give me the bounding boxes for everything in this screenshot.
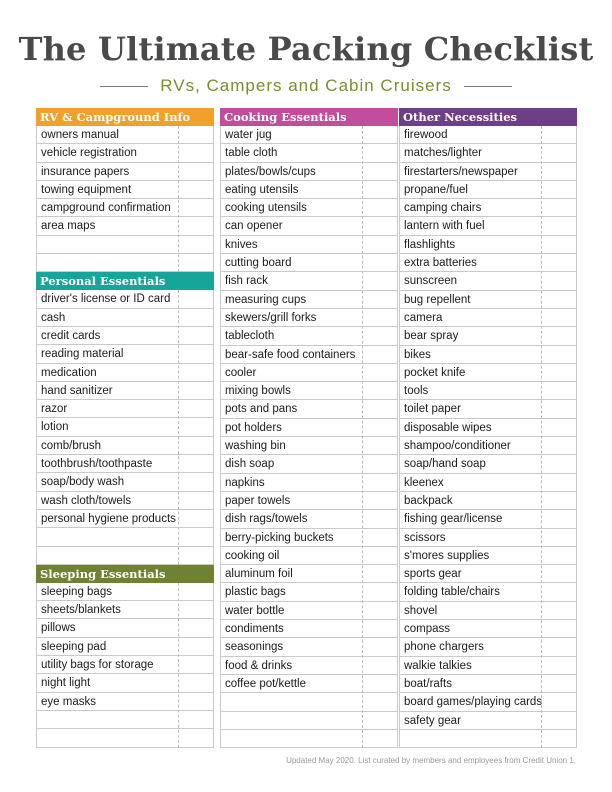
checklist-item[interactable]: firewood xyxy=(400,126,576,144)
checklist-item[interactable]: toilet paper xyxy=(400,400,576,418)
checklist-item[interactable]: condiments xyxy=(221,620,397,638)
checklist-item[interactable]: cutting board xyxy=(221,254,397,272)
checklist-item[interactable]: pots and pans xyxy=(221,400,397,418)
checklist-item[interactable] xyxy=(400,730,576,748)
checklist-item[interactable]: sports gear xyxy=(400,565,576,583)
section-header-rv: RV & Campground Info xyxy=(36,108,214,126)
checklist-item[interactable]: tools xyxy=(400,382,576,400)
checklist-column-left xyxy=(36,108,214,748)
checklist-item[interactable] xyxy=(37,528,213,546)
checklist-item[interactable]: compass xyxy=(400,620,576,638)
checklist-item[interactable]: food & drinks xyxy=(221,657,397,675)
checklist-item[interactable]: insurance papers xyxy=(37,163,213,181)
checklist-item[interactable]: propane/fuel xyxy=(400,181,576,199)
checklist-item[interactable]: seasonings xyxy=(221,638,397,656)
checklist-item[interactable]: wash cloth/towels xyxy=(37,492,213,510)
checklist-item[interactable]: plates/bowls/cups xyxy=(221,163,397,181)
checklist-item[interactable]: lantern with fuel xyxy=(400,217,576,235)
checklist-item[interactable] xyxy=(37,547,213,565)
checklist-item[interactable]: towing equipment xyxy=(37,181,213,199)
checklist-item[interactable]: fish rack xyxy=(221,272,397,290)
checklist-item[interactable]: matches/lighter xyxy=(400,144,576,162)
page-subtitle: RVs, Campers and Cabin Cruisers xyxy=(160,76,452,95)
checklist-item[interactable]: pocket knife xyxy=(400,364,576,382)
checklist-item[interactable]: shampoo/conditioner xyxy=(400,437,576,455)
checklist-item[interactable]: safety gear xyxy=(400,712,576,730)
checklist-item[interactable]: kleenex xyxy=(400,474,576,492)
checklist-item[interactable]: paper towels xyxy=(221,492,397,510)
checklist-item[interactable]: aluminum foil xyxy=(221,565,397,583)
checklist-item[interactable]: pillows xyxy=(37,619,213,637)
checklist-item[interactable]: board games/playing cards xyxy=(400,693,576,711)
checklist-item[interactable]: lotion xyxy=(37,418,213,436)
checklist-item[interactable]: eating utensils xyxy=(221,181,397,199)
checklist-item[interactable]: walkie talkies xyxy=(400,657,576,675)
section-list-rv xyxy=(36,126,214,272)
checklist-item[interactable]: plastic bags xyxy=(221,583,397,601)
checklist-item[interactable] xyxy=(37,236,213,254)
checklist-item[interactable]: table cloth xyxy=(221,144,397,162)
checklist-item[interactable]: medication xyxy=(37,364,213,382)
checklist-item[interactable]: can opener xyxy=(221,217,397,235)
checklist-item[interactable]: sunscreen xyxy=(400,272,576,290)
section-header-personal: Personal Essentials xyxy=(36,272,214,290)
checklist-item[interactable]: comb/brush xyxy=(37,437,213,455)
checklist-item[interactable]: s'mores supplies xyxy=(400,547,576,565)
checklist-item[interactable]: fishing gear/license xyxy=(400,510,576,528)
checklist-item[interactable]: sleeping bags xyxy=(37,583,213,601)
checklist-item[interactable]: skewers/grill forks xyxy=(221,309,397,327)
checklist-item[interactable]: cooking utensils xyxy=(221,199,397,217)
checklist-item[interactable]: backpack xyxy=(400,492,576,510)
checklist-item[interactable]: mixing bowls xyxy=(221,382,397,400)
checklist-item[interactable]: camping chairs xyxy=(400,199,576,217)
checklist-item[interactable]: coffee pot/kettle xyxy=(221,675,397,693)
checklist-item[interactable]: water bottle xyxy=(221,602,397,620)
checklist-item[interactable] xyxy=(221,730,397,748)
checklist-item[interactable]: bikes xyxy=(400,346,576,364)
checklist-item[interactable]: camera xyxy=(400,309,576,327)
checklist-item[interactable]: firestarters/newspaper xyxy=(400,163,576,181)
checklist-item[interactable]: berry-picking buckets xyxy=(221,529,397,547)
section-header-cooking: Cooking Essentials xyxy=(220,108,398,126)
checklist-item[interactable]: utility bags for storage xyxy=(37,656,213,674)
checklist-item[interactable]: area maps xyxy=(37,217,213,235)
checklist-item[interactable] xyxy=(37,254,213,272)
checklist-column-right xyxy=(399,108,577,748)
checklist-item[interactable]: measuring cups xyxy=(221,291,397,309)
section-list-other xyxy=(399,126,577,748)
checklist-item[interactable]: toothbrush/toothpaste xyxy=(37,455,213,473)
subtitle-row xyxy=(0,76,612,96)
checklist-item[interactable]: shovel xyxy=(400,602,576,620)
checklist-item[interactable]: campground confirmation xyxy=(37,199,213,217)
checklist-item[interactable]: personal hygiene products xyxy=(37,510,213,528)
section-list-cooking xyxy=(220,126,398,748)
checklist-item[interactable]: napkins xyxy=(221,474,397,492)
checklist-item[interactable] xyxy=(37,711,213,729)
checklist-item[interactable]: cooking oil xyxy=(221,547,397,565)
checklist-item[interactable] xyxy=(221,712,397,730)
checklist-item[interactable]: night light xyxy=(37,674,213,692)
checklist-item[interactable]: sheets/blankets xyxy=(37,601,213,619)
section-header-sleeping: Sleeping Essentials xyxy=(36,565,214,583)
checklist-item[interactable]: bear-safe food containers xyxy=(221,346,397,364)
checklist-item[interactable]: hand sanitizer xyxy=(37,382,213,400)
checklist-item[interactable]: dish soap xyxy=(221,455,397,473)
checklist-item[interactable]: pot holders xyxy=(221,419,397,437)
checklist-item[interactable] xyxy=(221,693,397,711)
checklist-item[interactable]: cooler xyxy=(221,364,397,382)
checklist-item[interactable]: cash xyxy=(37,309,213,327)
checklist-item[interactable]: dish rags/towels xyxy=(221,510,397,528)
subtitle-rule-right xyxy=(464,86,512,87)
checklist-item[interactable]: folding table/chairs xyxy=(400,583,576,601)
checklist-item[interactable]: bear spray xyxy=(400,327,576,345)
checklist-item[interactable]: bug repellent xyxy=(400,291,576,309)
checklist-item[interactable]: boat/rafts xyxy=(400,675,576,693)
checklist-item[interactable]: washing bin xyxy=(221,437,397,455)
section-list-personal xyxy=(36,290,214,564)
checklist-item[interactable]: tablecloth xyxy=(221,327,397,345)
checklist-item[interactable] xyxy=(37,729,213,747)
checklist-item[interactable]: phone chargers xyxy=(400,638,576,656)
checklist-item[interactable]: knives xyxy=(221,236,397,254)
checklist-item[interactable]: razor xyxy=(37,400,213,418)
checklist-item[interactable]: owners manual xyxy=(37,126,213,144)
checklist-item[interactable]: eye masks xyxy=(37,693,213,711)
checklist-item[interactable]: vehicle registration xyxy=(37,144,213,162)
checklist-item[interactable]: scissors xyxy=(400,529,576,547)
checklist-column-middle xyxy=(220,108,398,748)
checklist-item[interactable]: soap/body wash xyxy=(37,473,213,491)
subtitle-rule-left xyxy=(100,86,148,87)
checklist-item[interactable]: flashlights xyxy=(400,236,576,254)
checklist-item[interactable]: water jug xyxy=(221,126,397,144)
checklist-item[interactable]: soap/hand soap xyxy=(400,455,576,473)
checklist-item[interactable]: disposable wipes xyxy=(400,419,576,437)
checklist-item[interactable]: sleeping pad xyxy=(37,638,213,656)
section-list-sleeping xyxy=(36,583,214,748)
checklist-item[interactable]: driver's license or ID card xyxy=(37,290,213,308)
checklist-item[interactable]: credit cards xyxy=(37,327,213,345)
checklist-item[interactable]: extra batteries xyxy=(400,254,576,272)
footer-note: Updated May 2020. List curated by members and employees from Credit Union 1. xyxy=(286,756,576,765)
section-header-other: Other Necessities xyxy=(399,108,577,126)
page-title: The Ultimate Packing Checklist xyxy=(18,30,594,68)
checklist-item[interactable]: reading material xyxy=(37,345,213,363)
